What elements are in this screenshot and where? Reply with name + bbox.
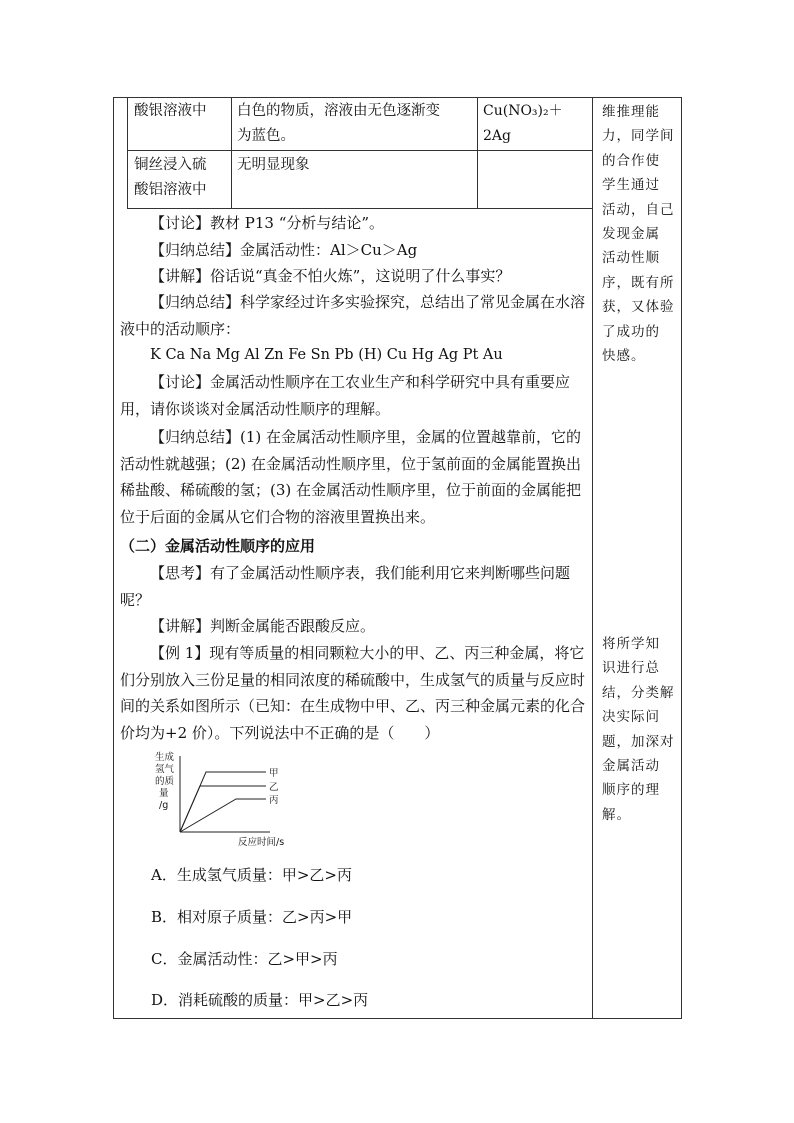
option-d: D．消耗硫酸的质量：甲>乙>丙 bbox=[151, 991, 369, 1009]
side-note-line: 决实际问 bbox=[602, 709, 660, 726]
activity-series: K Ca Na Mg Al Zn Fe Sn Pb (H) Cu Hg Ag Pt Au bbox=[150, 347, 503, 363]
table-cell: 为蓝色。 bbox=[237, 128, 295, 144]
side-note-line: 活动，自己 bbox=[602, 201, 675, 218]
side-note-line: 的合作使 bbox=[602, 152, 660, 169]
side-note-line: 获，又体验 bbox=[602, 299, 675, 316]
y-axis-label: 氢气 bbox=[155, 764, 175, 775]
series-label: 丙 bbox=[269, 795, 279, 806]
table-line bbox=[127, 97, 128, 208]
side-note-2 bbox=[602, 632, 682, 827]
y-axis-label: 量 bbox=[159, 788, 169, 799]
side-note-line: 识进行总 bbox=[602, 660, 660, 677]
notes-column-divider bbox=[592, 97, 593, 1019]
table-line bbox=[477, 97, 478, 208]
series-label: 甲 bbox=[269, 768, 279, 779]
table-cell: 铜丝浸入硫 bbox=[134, 157, 207, 173]
y-axis-label: /g bbox=[159, 800, 169, 811]
side-note-line: 快感。 bbox=[602, 348, 646, 365]
paragraph-discussion-2: 【讨论】金属活动性顺序在工农业生产和科学研究中具有重要应用，请你谈谈对金属活动性顺序的理解。 bbox=[120, 373, 571, 418]
experiment-table bbox=[127, 97, 592, 209]
side-note-line: 维推理能 bbox=[602, 104, 660, 120]
x-axis-label: 反应时间/s bbox=[238, 837, 285, 848]
side-note-line: 结，分类解 bbox=[602, 684, 675, 701]
paragraph-discussion-1: 【讨论】教材 P13 “分析与结论”。 bbox=[150, 214, 385, 232]
section-heading: （二）金属活动性顺序的应用 bbox=[120, 537, 316, 555]
series-line-bing bbox=[180, 799, 266, 832]
paragraph-explain-1: 【讲解】俗话说“真金不怕火炼”，这说明了什么事实？ bbox=[150, 267, 511, 285]
series-line-yi bbox=[180, 786, 266, 832]
option-b: B．相对原子质量：乙>丙>甲 bbox=[151, 908, 353, 926]
series-label: 乙 bbox=[269, 782, 279, 793]
option-c: C．金属活动性：乙>甲>丙 bbox=[151, 950, 338, 968]
side-note-line: 金属活动 bbox=[602, 758, 660, 775]
table-cell: 白色的物质，溶液由无色逐渐变 bbox=[237, 103, 440, 119]
example-question: 【例 1】现有等质量的相同颗粒大小的甲、乙、丙三种金属，将它们分别放入三份足量的相同浓度的稀硫酸中，生成氢气的质量与反应时间的关系如图所示（已知：在生成物中甲、乙、丙三种金属元素的化合价均为+2 价）。下列说法中不正确的是（ ） bbox=[120, 644, 586, 742]
side-note-line: 了成功的 bbox=[602, 323, 660, 340]
paragraph-summary-1: 【归纳总结】金属活动性：Al＞Cu＞Ag bbox=[150, 241, 418, 259]
table-cell: 无明显现象 bbox=[237, 157, 310, 173]
side-note-line: 题，加深对 bbox=[602, 733, 675, 750]
table-cell: 酸铝溶液中 bbox=[134, 182, 207, 198]
paragraph-explain-2: 【讲解】判断金属能否跟酸反应。 bbox=[150, 617, 376, 635]
side-note-line: 发现金属 bbox=[602, 226, 660, 243]
table-line bbox=[127, 208, 592, 209]
side-note-line: 序，既有所 bbox=[602, 274, 675, 291]
paragraph-think: 【思考】有了金属活动性顺序表，我们能利用它来判断哪些问题呢？ bbox=[120, 564, 571, 609]
table-cell: 2Ag bbox=[483, 128, 511, 144]
side-note-line: 解。 bbox=[602, 806, 631, 823]
side-note-line: 顺序的理 bbox=[602, 782, 660, 799]
hydrogen-mass-chart bbox=[148, 748, 298, 848]
y-axis-label: 生成 bbox=[155, 752, 175, 763]
side-note-line: 学生通过 bbox=[602, 177, 660, 194]
table-cell: Cu(NO₃)₂＋ bbox=[483, 103, 563, 119]
side-note-1 bbox=[602, 100, 682, 368]
side-note-line: 将所学知 bbox=[602, 636, 660, 652]
option-a: A．生成氢气质量：甲>乙>丙 bbox=[151, 866, 352, 884]
side-note-line: 力，同学间 bbox=[602, 128, 675, 145]
table-cell: 酸银溶液中 bbox=[134, 103, 207, 119]
table-line bbox=[127, 150, 592, 151]
y-axis-label: 的质 bbox=[155, 776, 175, 787]
table-line bbox=[231, 97, 232, 208]
paragraph-summary-2: 【归纳总结】科学家经过许多实验探究，总结出了常见金属在水溶液中的活动顺序： bbox=[120, 293, 586, 338]
paragraph-summary-3: 【归纳总结】(1) 在金属活动性顺序里，金属的位置越靠前，它的活动性就越强；(2) 在金属活动性顺序里，位于氢前面的金属能置换出稀盐酸、稀硫酸的氢；(3) 在金属活动性顺序里，位于前面的金属能把位于后面的金属从它们合物的溶液里置换出来。 bbox=[120, 428, 582, 526]
side-note-line: 活动性顺 bbox=[602, 250, 660, 267]
